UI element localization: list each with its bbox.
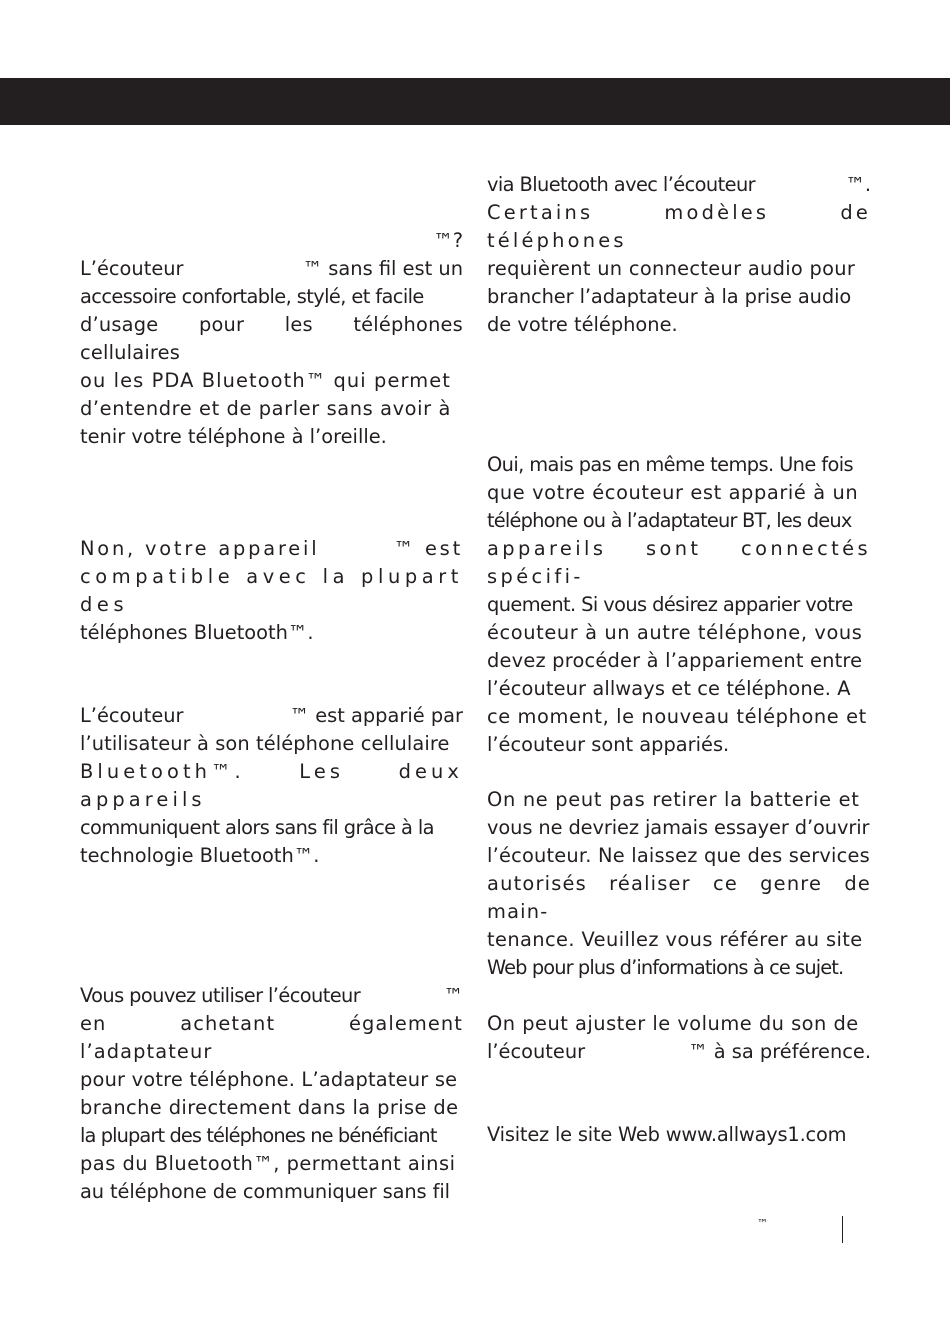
right-answer-3 (487, 786, 871, 982)
header-bar (0, 78, 950, 125)
text-line: l’écouteur. Ne laissez que des services (487, 844, 870, 867)
text-line: L’écouteur (80, 704, 184, 727)
text-line: On ne peut pas retirer la batterie et (487, 788, 860, 811)
text-line: d’usage pour les téléphones cellulaires (80, 313, 463, 364)
text-line: l’écouteur allways et ce téléphone. A (487, 677, 851, 700)
text-line: autorisés réaliser ce genre de main- (487, 872, 871, 923)
right-answer-1 (487, 171, 871, 339)
text-line: téléphones Bluetooth™. (80, 621, 314, 644)
text-line: en achetant également l’adaptateur (80, 1012, 463, 1063)
text-line: Oui, mais pas en même temps. Une fois (487, 453, 854, 476)
text-line: compatible avec la plupart des (80, 565, 463, 616)
text-line: l’utilisateur à son téléphone cellulaire (80, 732, 450, 755)
text-line: ™ à sa préférence. (688, 1040, 871, 1063)
text-line: pas du Bluetooth™, permettant ainsi (80, 1152, 456, 1175)
text-line: On peut ajuster le volume du son de (487, 1012, 859, 1035)
text-line: l’écouteur (487, 1040, 586, 1063)
footer-divider (842, 1216, 843, 1243)
text-line: Bluetooth™. Les deux appareils (80, 760, 463, 811)
left-column (80, 227, 463, 451)
text-line: Non, votre appareil (80, 537, 320, 560)
text-line: tenance. Veuillez vous référer au site (487, 928, 863, 951)
text-line: ™. (845, 173, 871, 196)
text-line: d’entendre et de parler sans avoir à (80, 397, 451, 420)
left-answer-4 (80, 982, 463, 1206)
text-line: Visitez le site Web www.allways1.com (487, 1123, 847, 1146)
text-line: via Bluetooth avec l’écouteur (487, 173, 756, 196)
text-line: pour votre téléphone. L’adaptateur se (80, 1068, 458, 1091)
text-line: branche directement dans la prise de (80, 1096, 459, 1119)
text-line: de votre téléphone. (487, 313, 678, 336)
text-line: tenir votre téléphone à l’oreille. (80, 425, 387, 448)
text-line: requièrent un connecteur audio pour (487, 257, 856, 280)
left-answer-2 (80, 535, 463, 647)
text-line: Vous pouvez utiliser l’écouteur (80, 984, 361, 1007)
text-line: ™ (443, 984, 463, 1007)
text-line: téléphone ou à l’adaptateur BT, les deux (487, 509, 852, 532)
text-line: appareils sont connectés spécifi- (487, 537, 871, 588)
right-answer-2 (487, 451, 871, 759)
text-line: devez procéder à l’appariement entre (487, 649, 863, 672)
text-line: brancher l’adaptateur à la prise audio (487, 285, 852, 308)
text-line: écouteur à un autre téléphone, vous (487, 621, 863, 644)
right-answer-5 (487, 1121, 871, 1149)
text-line: ce moment, le nouveau téléphone et (487, 705, 867, 728)
left-answer-3 (80, 702, 463, 870)
text-line: ou les PDA Bluetooth™ qui permet (80, 369, 451, 392)
text-line: L’écouteur (80, 257, 184, 280)
answer-1 (80, 255, 463, 451)
text-line: que votre écouteur est apparié à un (487, 481, 859, 504)
text-line: accessoire confortable, stylé, et facile (80, 285, 424, 308)
text-line: au téléphone de communiquer sans fil (80, 1180, 450, 1203)
text-line: la plupart des téléphones ne bénéficiant (80, 1124, 437, 1147)
text-line: ™ est (393, 537, 463, 560)
text-line: communiquent alors sans fil grâce à la (80, 816, 434, 839)
footer-trademark: ™ (757, 1217, 768, 1230)
question-1-tail: ™? (433, 229, 463, 252)
text-line: vous ne devriez jamais essayer d’ouvrir (487, 816, 870, 839)
right-answer-4 (487, 1010, 871, 1066)
text-line: l’écouteur sont appariés. (487, 733, 730, 756)
text-line: technologie Bluetooth™. (80, 844, 320, 867)
text-line: ™ sans fil est un (302, 257, 463, 280)
text-line: Web pour plus d’informations à ce sujet. (487, 956, 844, 979)
text-line: quement. Si vous désirez apparier votre (487, 593, 853, 616)
text-line: ™ est apparié par (289, 704, 463, 727)
text-line: Certains modèles de téléphones (487, 201, 871, 252)
